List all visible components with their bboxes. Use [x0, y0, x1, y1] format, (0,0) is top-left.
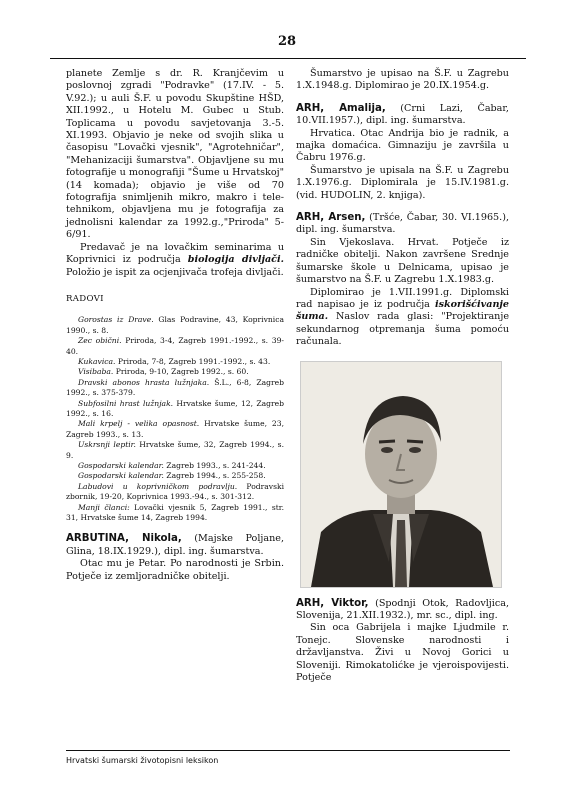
reference-list — [66, 315, 284, 523]
paragraph: Šumarstvo je upisao na Š.F. u Zagrebu 1.X.1948.g. Diplomirao je 20.IX.1954.g. — [296, 68, 509, 92]
reference-item: Manji članci: Lovački vjesnik 5, Zagreb 1991., str. 31, Hrvatske šume 14, Zagreb 1994. — [66, 502, 284, 523]
portrait-photo — [300, 361, 502, 588]
paragraph: Šumarstvo je upisala na Š.F. u Zagrebu 1.X.1976.g. Diplomirala je 15.IV.1981.g. (vid. HUDOLIN, 2. knjiga). — [296, 164, 509, 201]
entry-heading: ARBUTINA, Nikola, (Majske Poljane, Glina, 18.IX.1929.), dipl. ing. šumarstva. — [66, 533, 284, 557]
paragraph: Otac mu je Petar. Po narodnosti je Srbin. Potječe iz zemljoradničke obitelji. — [66, 558, 284, 582]
portrait-photo-image — [301, 362, 501, 587]
left-column — [66, 68, 284, 583]
entry-heading: ARH, Arsen, (Tršće, Čabar, 30. VI.1965.), dipl. ing. šumarstva. — [296, 212, 510, 236]
reference-item: Dravski abonos hrasta lužnjaka. Š.L., 6-8, Zagreb 1992., s. 375-379. — [66, 377, 284, 398]
paragraph: Hrvatica. Otac Andrija bio je radnik, a majka domaćica. Gimnaziju je završila u Čabru 1976.g. — [296, 127, 509, 164]
reference-item: Gorostas iz Drave. Glas Podravine, 43, Koprivnica 1990., s. 8. — [66, 315, 284, 335]
paragraph: planete Zemlje s dr. R. Kranjčevim u poslovnoj zgradi "Podravke" (17.IV. - 5. V.92.); u auli Š.F. u povodu Skupštine HŠD, XII.1992., u Hotelu M. Gubec u Stub. Toplicama u povodu savjetovanja 3.-5. XI.1993. Objavio je neke od svojih slika u časopisu "Lovački vjesnik", "Agrotehničar", "Mehanizaciji šumarstva". Objavljene su mu fotografije u monografiji "Šume u Hrvatskoj" (14 komada); objavio je više od 70 fotografija snimljenih mikro, makro i tele-tehnikom, objavljena mu je fotografija za jednolisni kalendar za 1992.g.,"Priroda" 5-6/91. — [66, 68, 284, 241]
reference-item: Kukavica. Priroda, 7-8, Zagreb 1991.-1992., s. 43. — [78, 356, 271, 366]
footer-rule — [66, 750, 510, 751]
reference-item: Gospodarski kalendar. Zagreb 1993., s. 241-244. — [78, 461, 266, 470]
reference-item: Gospodarski kalendar. Zagreb 1994., s. 255-258. — [78, 471, 266, 481]
entry-heading: ARH, Viktor, (Spodnji Otok, Radovljica, Slovenija, 21.XII.1932.), mr. sc., dipl. ing. — [296, 597, 509, 621]
reference-item: Mali krpelj - velika opasnost. Hrvatske šume, 23, Zagreb 1993., s. 13. — [66, 419, 284, 439]
reference-item: Zec obični. Priroda, 3-4, Zagreb 1991.-1992., s. 39-40. — [66, 336, 284, 356]
right-column — [296, 68, 509, 684]
paragraph: Predavač je na lovačkim seminarima u Koprivnici iz područja biologija divljači. Položio je ispit za ocjenjivača trofeja divljači. — [66, 241, 284, 278]
paragraph: Sin oca Gabrijela i majke Ljudmile r. Tonejc. Slovenske narodnosti i državljanstva. Živi u Novoj Gorici u Sloveniji. Rimokatolićke je vjeroispovijesti. Potječe — [296, 622, 509, 683]
paragraph: Diplomirao je 1.VII.1991.g. Diplomski rad napisao je iz područja iskorišćivanje šuma. Naslov rada glasi: "Projektiranje sekundarnog otpremanja šuma pomoću računala. — [296, 286, 509, 348]
reference-item: Uskrsnji leptir. Hrvatske šume, 32, Zagreb 1994., s. 9. — [66, 440, 284, 460]
reference-item: Subfosilni hrast lužnjak. Hrvatske šume, 12, Zagreb 1992., s. 16. — [66, 398, 284, 418]
page-number: 28 — [277, 34, 297, 49]
header-rule — [50, 58, 526, 59]
radovi-heading: RADOVI — [66, 293, 104, 304]
paragraph: Sin Vjekoslava. Hrvat. Potječe iz radničke obitelji. Nakon završene Srednje šumarske škole u Delnicama, upisao je šumarstvo na Š.F. u Zagrebu 1.X.1983.g. — [296, 236, 509, 286]
entry-heading: ARH, Amalija, (Crni Lazi, Čabar, 10.VII.1957.), dipl. ing. šumarstva. — [296, 102, 509, 127]
footer-title: Hrvatski šumarski životopisni leksikon — [66, 756, 219, 765]
reference-item: Visibaba. Priroda, 9-10, Zagreb 1992., s. 60. — [78, 367, 249, 377]
reference-item: Labudovi u koprivničkom podravlju. Podravski zbornik, 19-20, Koprivnica 1993.-94., s. 301-312. — [66, 481, 284, 502]
